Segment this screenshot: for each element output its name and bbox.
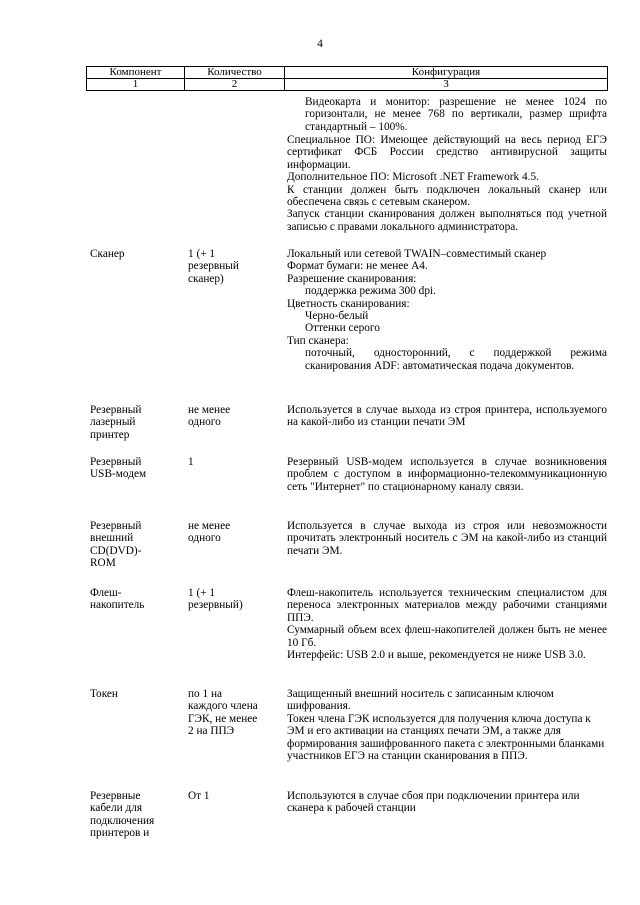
config-cell: Резервный USB-модем используется в случае возникновения проблем с доступом в информационно-телекоммуникационную сеть "Интернет" по стационарному каналу связи.	[287, 456, 607, 493]
quantity-cell: не менее одного	[188, 520, 231, 545]
header-num-3: 3	[285, 79, 608, 91]
config-cell	[305, 96, 607, 133]
config-text: Флеш-накопитель используется техническим специалистом для переноса электронных материалов между рабочими станциями ППЭ.	[287, 587, 607, 624]
config-text: Специальное ПО: Имеющее действующий на весь период ЕГЭ сертификат ФСБ России средство антивирусной защиты информации.	[287, 134, 607, 171]
config-text: Запуск станции сканирования должен выполняться под учетной записью с правами локального администратора.	[287, 208, 607, 233]
config-text: К станции должен быть подключен локальный сканер или обеспечена связь с сетевым сканером.	[287, 183, 607, 209]
config-text: Интерфейс: USB 2.0 и выше, рекомендуется не ниже USB 3.0.	[287, 649, 586, 662]
header-num-2: 2	[185, 79, 285, 91]
quantity-cell: 1 (+ 1 резервный)	[188, 587, 243, 612]
config-cell	[287, 587, 607, 661]
quantity-cell: 1 (+ 1 резервный сканер)	[188, 248, 239, 285]
header-quantity: Количество	[185, 67, 285, 79]
quantity-cell: 1	[188, 456, 194, 468]
config-text: Защищенный внешний носитель с записанным ключом шифрования.	[287, 688, 554, 713]
header-num-1: 1	[87, 79, 185, 91]
config-text: Разрешение сканирования:	[287, 272, 417, 285]
page-number: 4	[317, 38, 323, 50]
header-configuration: Конфигурация	[285, 67, 608, 79]
config-text: Суммарный объем всех флеш-накопителей должен быть не менее 10 Гб.	[287, 624, 607, 649]
config-text: Локальный или сетевой TWAIN–совместимый сканер	[287, 248, 547, 260]
config-text: Токен члена ГЭК используется для получения ключа доступа к ЭМ и его активации на станциях печати ЭМ, а также для формирования зашифрованного пакета с электронными бланками участников ЕГЭ на станции сканирования в ППЭ.	[287, 712, 605, 763]
config-text: Черно-белый	[305, 310, 369, 323]
config-text: Видеокарта и монитор: разрешение не менее 1024 по горизонтали, не менее 768 по вертикали, размер шрифта стандартный – 100%.	[305, 96, 607, 133]
config-cell: Используется в случае выхода из строя или невозможности прочитать электронный носитель с ЭМ на какой-либо из станций печати ЭМ.	[287, 520, 607, 557]
config-text: Дополнительное ПО: Microsoft .NET Framework 4.5.	[287, 171, 539, 184]
component-cell: Флеш-накопитель	[90, 587, 145, 612]
config-cell	[287, 248, 607, 372]
config-cell	[287, 134, 607, 233]
config-text: Тип сканера:	[287, 334, 349, 347]
config-cell	[287, 688, 607, 762]
component-cell: Резервный лазерный принтер	[90, 404, 142, 441]
component-cell: Токен	[90, 688, 118, 700]
config-text: Цветность сканирования:	[287, 297, 410, 310]
component-cell: Резервный внешний CD(DVD)-ROM	[90, 520, 142, 570]
config-text: поддержка режима 300 dpi.	[305, 285, 436, 298]
config-text: Формат бумаги: не менее А4.	[287, 260, 428, 273]
table-header	[86, 66, 608, 91]
quantity-cell: не менее одного	[188, 404, 231, 429]
config-text: Оттенки серого	[305, 322, 380, 335]
quantity-cell: От 1	[188, 790, 210, 802]
header-component: Компонент	[87, 67, 185, 79]
component-cell: Резервный USB-модем	[90, 456, 147, 481]
config-text: поточный, односторонний, с поддержкой режима сканирования ADF: автоматическая подача документов.	[305, 347, 607, 372]
component-cell: Сканер	[90, 248, 125, 260]
config-cell: Используется в случае выхода из строя принтера, используемого на какой-либо из станции печати ЭМ	[287, 404, 607, 429]
quantity-cell: по 1 на каждого члена ГЭК, не менее 2 на ППЭ	[188, 688, 258, 738]
config-cell: Используются в случае сбоя при подключении принтера или сканера к рабочей станции	[287, 790, 580, 815]
component-cell: Резервные кабели для подключения принтеров и	[90, 790, 155, 840]
